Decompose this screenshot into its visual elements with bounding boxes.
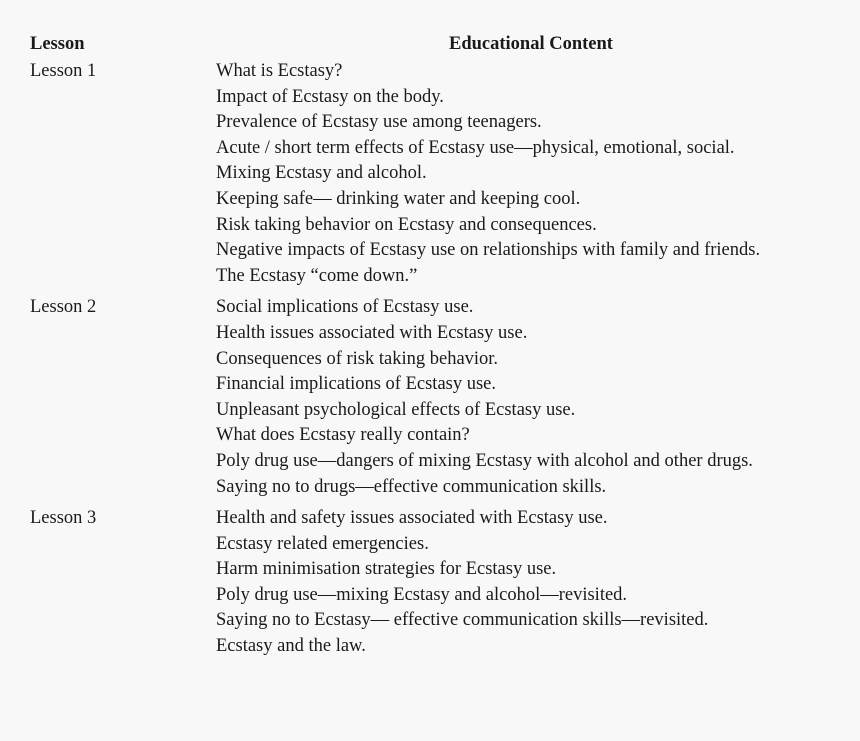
lesson-label: Lesson 3 (30, 508, 97, 529)
lesson-table (30, 34, 845, 666)
content-item: Consequences of risk taking behavior. (216, 348, 499, 369)
content-item: Financial implications of Ecstasy use. (216, 374, 497, 395)
content-item: Ecstasy and the law. (216, 636, 366, 657)
lesson-row-2 (30, 295, 845, 500)
content-item: What does Ecstasy really contain? (216, 425, 470, 446)
content-item: Unpleasant psychological effects of Ecstasy use. (216, 399, 576, 420)
content-item: Health and safety issues associated with Ecstasy use. (216, 508, 608, 529)
content-item: Impact of Ecstasy on the body. (216, 86, 444, 107)
content-item: The Ecstasy “come down.” (216, 265, 418, 286)
content-item: Health issues associated with Ecstasy use. (216, 322, 528, 343)
lesson-row-1 (30, 59, 845, 289)
lesson-content (216, 59, 845, 289)
content-item: Poly drug use—dangers of mixing Ecstasy with alcohol and other drugs. (216, 450, 753, 471)
content-item: Poly drug use—mixing Ecstasy and alcohol—revisited. (216, 584, 628, 605)
lesson-label: Lesson 1 (30, 61, 97, 81)
content-item: Mixing Ecstasy and alcohol. (216, 163, 427, 184)
content-item: What is Ecstasy? (216, 61, 343, 81)
content-item: Ecstasy related emergencies. (216, 533, 429, 554)
header-educational-content: Educational Content (449, 34, 613, 54)
content-item: Keeping safe— drinking water and keeping cool. (216, 188, 581, 209)
content-item: Acute / short term effects of Ecstasy use—physical, emotional, social. (216, 137, 735, 158)
table-header (30, 34, 845, 59)
lesson-label: Lesson 2 (30, 297, 97, 318)
lesson-content (216, 295, 845, 500)
content-item: Prevalence of Ecstasy use among teenagers. (216, 112, 542, 133)
lesson-content (216, 506, 845, 660)
header-lesson: Lesson (30, 34, 85, 54)
content-item: Social implications of Ecstasy use. (216, 297, 474, 318)
content-item: Saying no to drugs—effective communication skills. (216, 476, 607, 497)
content-item: Risk taking behavior on Ecstasy and consequences. (216, 214, 597, 235)
content-item: Negative impacts of Ecstasy use on relationships with family and friends. (216, 240, 761, 261)
lesson-row-3 (30, 506, 845, 660)
content-item: Harm minimisation strategies for Ecstasy use. (216, 559, 557, 580)
content-item: Saying no to Ecstasy— effective communication skills—revisited. (216, 610, 709, 631)
